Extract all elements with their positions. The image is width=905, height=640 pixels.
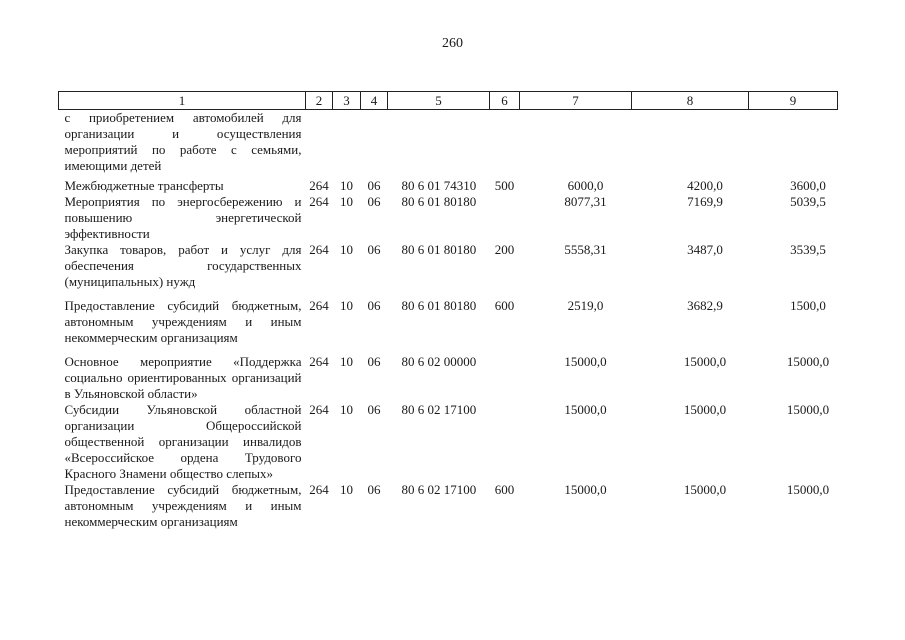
column-header: 4: [361, 92, 388, 110]
row-section: 10: [340, 298, 353, 313]
table-row: [59, 482, 838, 530]
row-amount-7: 6000,0: [567, 178, 604, 193]
row-expense-type: 500: [494, 178, 515, 193]
column-header: 8: [632, 92, 749, 110]
table-row: [59, 178, 838, 194]
row-ministry-code: 264: [309, 482, 329, 497]
table-row: [59, 298, 838, 354]
row-subsection: 06: [367, 402, 381, 417]
row-target-article: 80 6 02 17100: [401, 402, 477, 417]
column-header: 1: [59, 92, 306, 110]
table-header-row: [59, 92, 838, 110]
row-subsection: 06: [367, 242, 381, 257]
row-amount-7: 8077,31: [564, 194, 607, 209]
row-subsection: 06: [367, 298, 381, 313]
row-subsection: [361, 110, 388, 179]
row-amount-7: 15000,0: [564, 402, 607, 417]
column-header: 7: [520, 92, 632, 110]
row-amount-9: 1500,0: [790, 298, 826, 313]
row-section: 10: [340, 178, 353, 193]
row-subsection: 06: [367, 178, 381, 193]
row-subsection: 06: [367, 482, 381, 497]
row-amount-7: 15000,0: [564, 482, 607, 497]
row-amount-7: 2519,0: [567, 298, 604, 313]
row-target-article: 80 6 01 74310: [401, 178, 477, 193]
column-header: 3: [333, 92, 361, 110]
row-expense-type: [490, 354, 520, 402]
row-amount-9: 15000,0: [786, 402, 830, 417]
row-amount-8: 4200,0: [687, 178, 723, 193]
row-name: Предоставление субсидий бюджетным, автономным учреждениям и иным некоммерческим организациям: [64, 298, 302, 345]
row-amount-8: 15000,0: [683, 354, 727, 369]
table-row: [59, 242, 838, 298]
row-ministry-code: 264: [309, 354, 329, 369]
row-ministry-code: 264: [309, 242, 329, 257]
row-amount-9: 3539,5: [790, 242, 826, 257]
row-amount-8: 15000,0: [683, 482, 727, 497]
row-target-article: 80 6 01 80180: [401, 298, 477, 313]
row-subsection: 06: [367, 354, 381, 369]
row-subsection: 06: [367, 194, 381, 209]
row-expense-type: 600: [494, 298, 515, 313]
row-ministry-code: 264: [309, 298, 329, 313]
row-amount-8: [632, 110, 749, 179]
budget-table: [58, 91, 838, 530]
row-amount-9: 5039,5: [790, 194, 826, 209]
row-amount-9: [749, 110, 838, 179]
row-amount-9: 3600,0: [790, 178, 826, 193]
row-ministry-code: 264: [309, 194, 329, 209]
row-amount-9: 15000,0: [786, 354, 830, 369]
row-amount-7: [520, 110, 632, 179]
row-expense-type: [490, 402, 520, 482]
table-row: [59, 194, 838, 242]
row-amount-8: 3487,0: [687, 242, 723, 257]
table-row: [59, 402, 838, 482]
row-name: Предоставление субсидий бюджетным, автономным учреждениям и иным некоммерческим организациям: [64, 482, 302, 529]
row-amount-8: 15000,0: [683, 402, 727, 417]
column-header: 5: [388, 92, 490, 110]
row-target-article: 80 6 01 80180: [401, 242, 477, 257]
page-number: 260: [442, 36, 463, 51]
row-amount-8: 3682,9: [687, 298, 723, 313]
row-amount-7: 15000,0: [564, 354, 607, 369]
row-target-article: 80 6 02 17100: [401, 482, 477, 497]
row-section: 10: [340, 482, 353, 497]
row-name: Межбюджетные трансферты: [64, 178, 224, 193]
row-name: Основное мероприятие «Поддержка социально ориентированных организаций в Ульяновской области»: [64, 354, 302, 401]
row-section: [333, 110, 361, 179]
column-header: 9: [749, 92, 838, 110]
row-name: Закупка товаров, работ и услуг для обеспечения государственных (муниципальных) нужд: [64, 242, 302, 289]
row-section: 10: [340, 402, 353, 417]
row-target-article: [388, 110, 490, 179]
row-ministry-code: 264: [309, 178, 329, 193]
row-amount-9: 15000,0: [786, 482, 830, 497]
row-name: Субсидии Ульяновской областной организации Общероссийской общественной организации инвалидов «Всероссийское ордена Трудового Красного Знамени общество слепых»: [64, 402, 302, 481]
row-ministry-code: [306, 110, 333, 179]
row-name: с приобретением автомобилей для организации и осуществления мероприятий по работе с семьями, имеющими детей: [64, 110, 302, 173]
row-amount-7: 5558,31: [564, 242, 607, 257]
row-expense-type: 200: [494, 242, 515, 257]
row-target-article: 80 6 01 80180: [401, 194, 477, 209]
column-header: 6: [490, 92, 520, 110]
row-target-article: 80 6 02 00000: [401, 354, 477, 369]
row-section: 10: [340, 354, 353, 369]
row-expense-type: 600: [494, 482, 515, 497]
row-amount-8: 7169,9: [687, 194, 723, 209]
row-section: 10: [340, 194, 353, 209]
row-section: 10: [340, 242, 353, 257]
row-expense-type: [490, 194, 520, 242]
row-expense-type: [490, 110, 520, 179]
row-name: Мероприятия по энергосбережению и повышению энергетической эффективности: [64, 194, 302, 241]
table-row: [59, 110, 838, 179]
column-header: 2: [306, 92, 333, 110]
table-row: [59, 354, 838, 402]
row-ministry-code: 264: [309, 402, 329, 417]
